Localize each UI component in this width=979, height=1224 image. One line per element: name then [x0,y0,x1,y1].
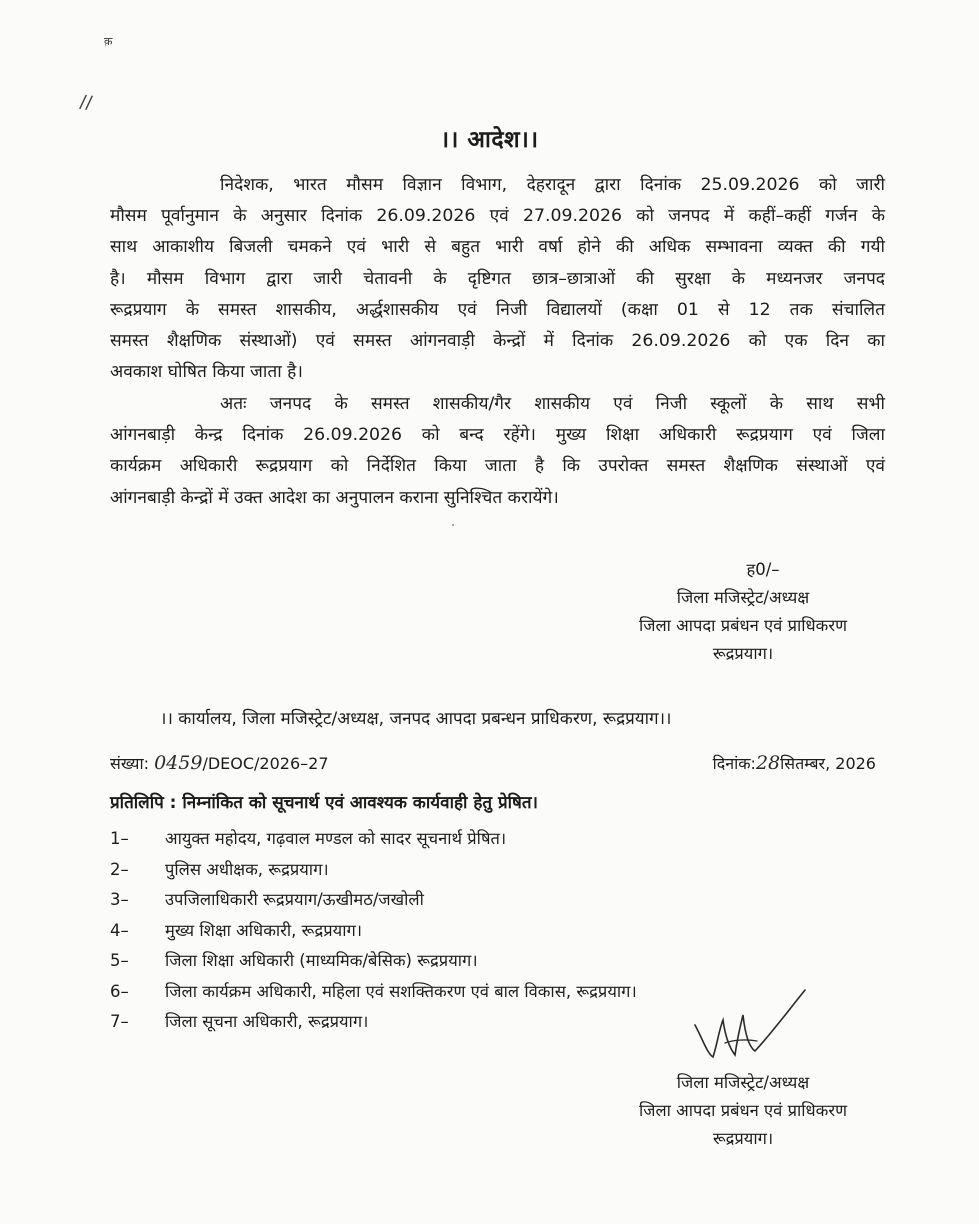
copy-heading: प्रतिलिपि : निम्नांकित को सूचनार्थ एवं आवश्यक कार्यवाही हेतु प्रेषित। [110,793,538,813]
list-text: जिला शिक्षा अधिकारी (माध्यमिक/बेसिक) रूद्रप्रयाग। [165,951,478,970]
signatory-authority: जिला आपदा प्रबंधन एवं प्राधिकरण [638,616,848,635]
list-text: जिला कार्यक्रम अधिकारी, महिला एवं सशक्तिकरण एवं बाल विकास, रूद्रप्रयाग। [165,981,637,1001]
order-paragraph-2 [110,389,885,514]
list-text: उपजिलाधिकारी रूद्रप्रयाग/ऊखीमठ/जखोली [165,890,424,909]
copy-list-item [110,855,810,886]
date-line [713,752,876,774]
date-rest: सितम्बर, 2026 [780,754,876,773]
order-paragraph-1 [110,170,885,388]
copy-list-item [110,916,810,947]
order-title: ।। आदेश।। [440,127,539,153]
list-text: जिला सूचना अधिकारी, रूद्रप्रयाग। [165,1012,369,1031]
reference-suffix: /DEOC/2026–27 [202,754,329,773]
list-number: 1– [110,829,129,848]
signature-block-2 [593,1069,893,1153]
signatory-designation: जिला मजिस्ट्रेट/अध्यक्ष [676,588,810,607]
copy-list-item [110,885,810,916]
list-number: 2– [110,859,129,879]
copy-list-item [110,824,810,855]
list-text: मुख्य शिक्षा अधिकारी, रूद्रप्रयाग। [165,920,363,940]
corner-mark: क़ [104,35,113,48]
signature-block-1 [593,556,893,668]
paragraph-line: निदेशक, भारत मौसम विज्ञान विभाग, देहरादून द्वारा दिनांक 25.09.2026 को जारी [220,175,885,195]
signed-mark: ह0/– [746,560,780,579]
handwritten-signature [685,985,815,1075]
paragraph-line: समस्त शैक्षणिक संस्थाओं) एवं समस्त आंगनवाड़ी केन्द्रों में दिनांक 26.09.2026 को एक दिन का [110,331,885,352]
office-line: ।। कार्यालय, जिला मजिस्ट्रेट/अध्यक्ष, जनपद आपदा प्रबन्धन प्राधिकरण, रूद्रप्रयाग।। [160,709,672,729]
signatory-designation: जिला मजिस्ट्रेट/अध्यक्ष [676,1073,810,1092]
margin-slash-mark: // [78,91,94,114]
list-text: पुलिस अधीक्षक, रूद्रप्रयाग। [165,859,329,879]
paragraph-line: कार्यक्रम अधिकारी रूद्रप्रयाग को निर्देशित किया जाता है कि उपरोक्त समस्त शैक्षणिक संस्थाओं एवं [110,456,885,477]
reference-handwritten-number: 0459 [154,752,203,774]
paragraph-line: अवकाश घोषित किया जाता है। [110,362,303,383]
paragraph-line: साथ आकाशीय बिजली चमकने एवं भारी से बहुत भारी वर्षा होने की अधिक सम्भावना व्यक्त की गयी [110,237,885,258]
list-number: 5– [110,951,129,970]
list-number: 7– [110,1012,129,1031]
paragraph-line: मौसम पूर्वानुमान के अनुसार दिनांक 26.09.2026 एवं 27.09.2026 को जनपद में कहीं–कहीं गर्जन के [110,206,885,227]
list-number: 4– [110,920,129,940]
signatory-place: रूद्रप्रयाग। [712,644,774,663]
date-handwritten-day: 28 [755,752,781,774]
paragraph-line: आंगनबाड़ी केन्द्रों में उक्त आदेश का अनुपालन कराना सुनिश्चित करायेंगे। [110,487,559,508]
paragraph-line: अतः जनपद के समस्त शासकीय/गैर शासकीय एवं निजी स्कूलों के साथ सभी [220,394,885,414]
copy-list-item [110,946,810,977]
list-number: 3– [110,890,129,909]
date-label: दिनांक: [712,754,756,773]
reference-label: संख्या: [110,754,149,773]
reference-number [110,752,329,774]
paragraph-line: आंगनबाड़ी केन्द्र दिनांक 26.09.2026 को बन्द रहेंगे। मुख्य शिक्षा अधिकारी रूद्रप्रयाग एवं जिला [110,425,885,446]
paragraph-line: है। मौसम विभाग द्वारा जारी चेतावनी के दृष्टिगत छात्र–छात्राओं की सुरक्षा के मध्यनजर जनपद [110,268,885,289]
paragraph-line: रूद्रप्रयाग के समस्त शासकीय, अर्द्धशासकीय एवं निजी विद्यालयों (कक्षा 01 से 12 तक संचालित [110,299,885,320]
list-number: 6– [110,981,129,1001]
speck [452,524,454,526]
signatory-place: रूद्रप्रयाग। [712,1129,774,1148]
signatory-authority: जिला आपदा प्रबंधन एवं प्राधिकरण [638,1101,848,1120]
list-text: आयुक्त महोदय, गढ़वाल मण्डल को सादर सूचनार्थ प्रेषित। [165,829,507,848]
